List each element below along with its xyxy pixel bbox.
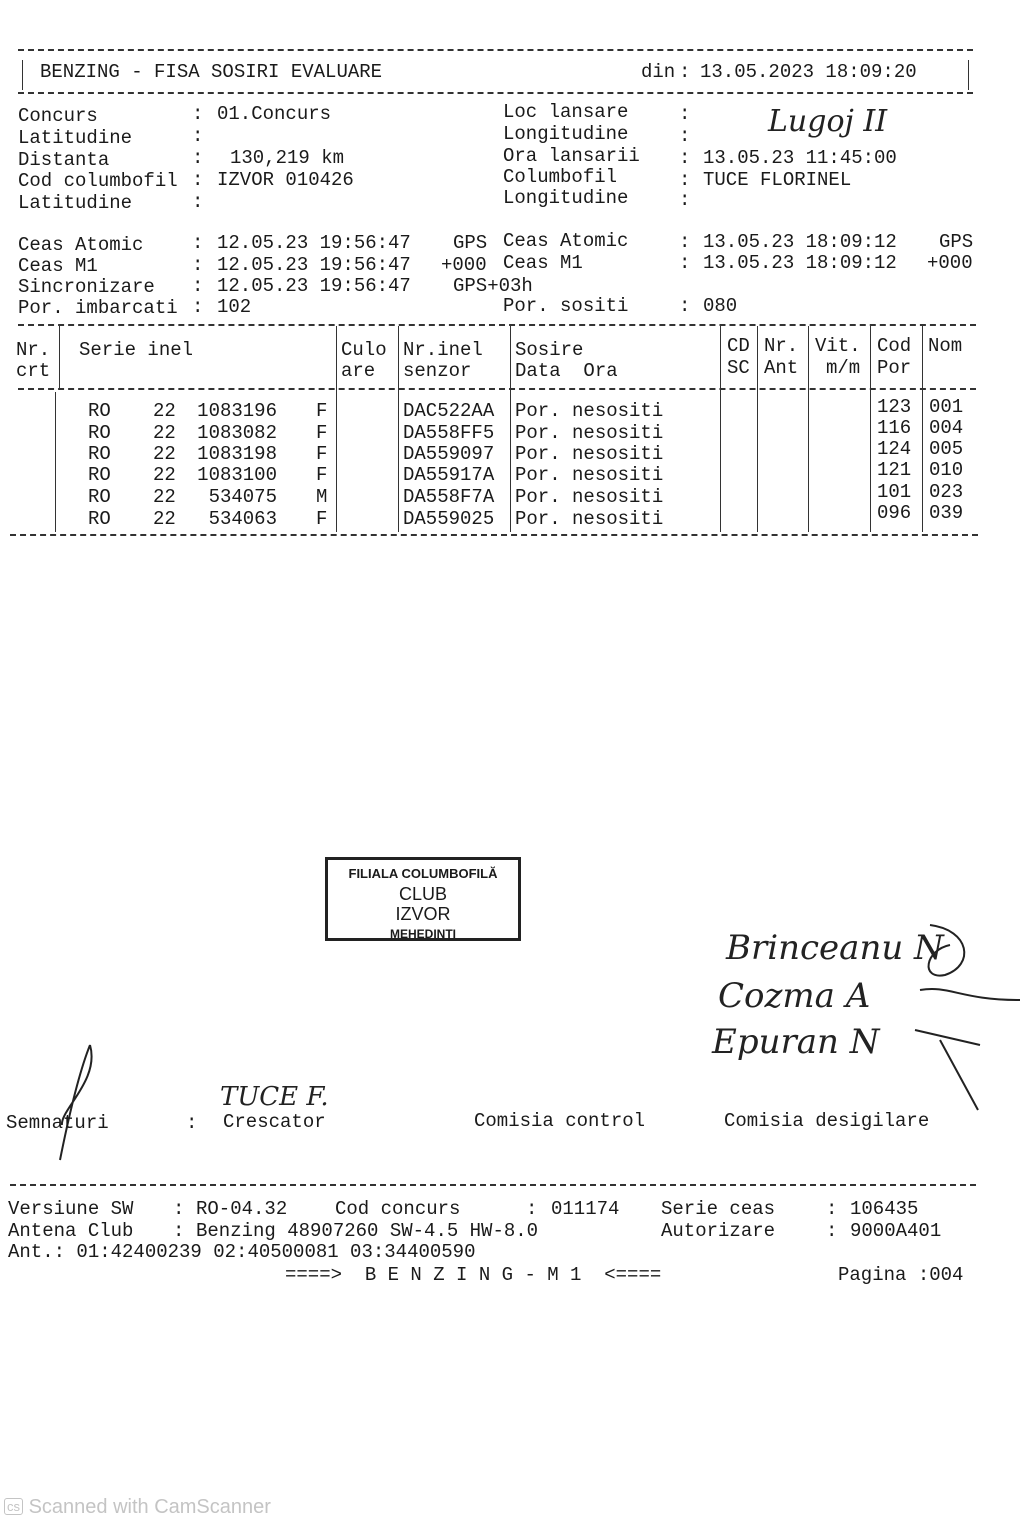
row-sosire: Por. nesositi [515, 422, 664, 444]
columbofil-label: Columbofil [503, 166, 618, 188]
row-sex: F [316, 464, 328, 486]
row-senzor: DA558F7A [403, 486, 495, 508]
th-por: Por [877, 357, 912, 379]
header-date-value: 13.05.2023 18:09:20 [700, 61, 917, 83]
row-sex: F [316, 400, 328, 422]
colon: : [679, 103, 691, 125]
stamp-line2: CLUB [398, 884, 447, 904]
sincronizare-src: GPS+03h [453, 275, 533, 297]
row-senzor: DA559025 [403, 508, 495, 530]
autorizare-label: Autorizare [661, 1220, 776, 1242]
sositi-value: 080 [703, 295, 738, 317]
stamp-line3: IZVOR [395, 904, 451, 924]
serie-ceas-value: 106435 [850, 1198, 919, 1220]
th-are: are [341, 360, 376, 382]
colon: : [173, 1198, 185, 1220]
col-divider [757, 326, 758, 532]
col-divider [336, 326, 337, 532]
row-sosire: Por. nesositi [515, 486, 664, 508]
crescator-label: Crescator [223, 1111, 326, 1133]
row-an: 22 [153, 486, 176, 508]
colon: : [826, 1220, 838, 1242]
serie-ceas-label: Serie ceas [661, 1198, 776, 1220]
antena-codes: Ant.: 01:42400239 02:40500081 03:34400590 [8, 1241, 476, 1263]
concurs-value: 01.Concurs [217, 103, 332, 125]
row-inel: 1083100 [197, 464, 277, 486]
row-sosire: Por. nesositi [515, 443, 664, 465]
row-tara: RO [88, 464, 111, 486]
col-divider [808, 326, 809, 532]
colon: : [679, 252, 691, 274]
ceas-m1-left: 12.05.23 19:56:47 [217, 254, 411, 276]
th-mm: m/m [826, 357, 861, 379]
colon: : [826, 1198, 838, 1220]
th-senzor: senzor [403, 360, 472, 382]
longitudine-label: Longitudine [503, 123, 629, 145]
header-top-rule [18, 49, 973, 51]
ceas-atomic-right: 13.05.23 18:09:12 [703, 231, 897, 253]
row-an: 22 [153, 443, 176, 465]
camscanner-watermark [4, 1496, 271, 1519]
row-cod-por: 123 [877, 396, 912, 418]
row-nom: 004 [929, 417, 964, 439]
brand-line: ====> B E N Z I N G - M 1 <==== [285, 1264, 662, 1286]
ceas-atomic-left: 12.05.23 19:56:47 [217, 232, 411, 254]
antena-value: Benzing 48907260 SW-4.5 HW-8.0 [196, 1220, 539, 1242]
row-nom: 001 [929, 396, 964, 418]
distanta-label: Distanta [18, 149, 110, 171]
stamp-line1: FILIALA COLUMBOFILĂ [348, 866, 498, 881]
ceas-atomic-label: Ceas Atomic [18, 234, 144, 256]
page-number: Pagina :004 [838, 1264, 964, 1286]
document-title: BENZING - FISA SOSIRI EVALUARE [40, 61, 383, 83]
row-sosire: Por. nesositi [515, 464, 664, 486]
loc-lansare-label: Loc lansare [503, 101, 629, 123]
footer-rule [10, 1184, 976, 1186]
header-left-border [22, 60, 23, 90]
latitudine-label: Latitudine [18, 127, 133, 149]
colon: : [679, 189, 691, 211]
table-top-rule [18, 324, 976, 326]
colon: : [679, 295, 691, 317]
row-cod-por: 096 [877, 502, 912, 524]
colon: : [186, 1112, 198, 1134]
desigilare-name-1: Brinceanu N [726, 928, 944, 968]
imbarcati-label: Por. imbarcati [18, 297, 178, 319]
longitudine2-label: Longitudine [503, 187, 629, 209]
th-nrinel: Nr.inel [403, 339, 483, 361]
cod-concurs-value: 011174 [551, 1198, 620, 1220]
colon: : [192, 275, 204, 297]
th-cd: CD [727, 335, 750, 357]
versiune-label: Versiune SW [8, 1198, 134, 1220]
row-inel: 534075 [208, 486, 277, 508]
table-header-rule [18, 388, 976, 390]
row-an: 22 [153, 400, 176, 422]
row-inel: 1083082 [197, 422, 277, 444]
colon: : [192, 191, 204, 213]
th-vit: Vit. [815, 335, 861, 357]
col-divider [398, 326, 399, 532]
colon: : [679, 61, 691, 83]
row-senzor: DA558FF5 [403, 422, 495, 444]
row-an: 22 [153, 508, 176, 530]
colon: : [679, 147, 691, 169]
row-tara: RO [88, 486, 111, 508]
row-sex: F [316, 508, 328, 530]
ceas-atomic-right-src: GPS [939, 231, 974, 253]
imbarcati-value: 102 [217, 296, 252, 318]
colon: : [192, 296, 204, 318]
columbofil-value: TUCE FLORINEL [703, 169, 852, 191]
ceas-m1-right: 13.05.23 18:09:12 [703, 252, 897, 274]
semnaturi-label: Semnaturi [6, 1112, 109, 1134]
stamp-line4: MEHEDINȚI [390, 927, 456, 941]
row-sex: M [316, 486, 328, 508]
row-sosire: Por. nesositi [515, 400, 664, 422]
header-right-border [968, 60, 969, 90]
col-divider [922, 326, 923, 532]
row-inel: 1083196 [197, 400, 277, 422]
colon: : [679, 169, 691, 191]
row-sex: F [316, 422, 328, 444]
header-bottom-rule [18, 92, 973, 94]
th-serie-inel: Serie inel [79, 339, 194, 361]
col-divider [59, 326, 60, 388]
col-divider [55, 392, 56, 532]
cod-columbofil-label: Cod columbofil [18, 170, 178, 192]
ceas-m1-left-src: +000 [441, 254, 487, 276]
concurs-label: Concurs [18, 105, 98, 127]
row-sex: F [316, 443, 328, 465]
th-nr: Nr. [16, 339, 51, 361]
row-senzor: DA55917A [403, 464, 495, 486]
colon: : [526, 1198, 538, 1220]
row-tara: RO [88, 508, 111, 530]
th-nrant: Nr. [764, 335, 799, 357]
colon: : [192, 232, 204, 254]
row-senzor: DA559097 [403, 443, 495, 465]
th-culo: Culo [341, 339, 387, 361]
sincronizare-label: Sincronizare [18, 276, 155, 298]
row-nom: 005 [929, 438, 964, 460]
cod-columbofil-value: IZVOR 010426 [217, 169, 354, 191]
th-sc: SC [727, 357, 750, 379]
row-inel: 534063 [208, 508, 277, 530]
col-divider [720, 326, 721, 532]
table-bottom-rule [10, 534, 978, 536]
crescator-signature: TUCE F. [220, 1082, 329, 1112]
desigilare-name-3: Epuran N [712, 1022, 880, 1062]
row-tara: RO [88, 400, 111, 422]
row-cod-por: 124 [877, 438, 912, 460]
row-inel: 1083198 [197, 443, 277, 465]
th-ant: Ant [764, 357, 799, 379]
ceas-atomic-right-label: Ceas Atomic [503, 230, 629, 252]
ora-lansarii-label: Ora lansarii [503, 145, 640, 167]
ceas-m1-right-label: Ceas M1 [503, 252, 583, 274]
colon: : [173, 1220, 185, 1242]
camscanner-logo-icon: cs [4, 1498, 23, 1515]
colon: : [679, 125, 691, 147]
row-cod-por: 121 [877, 459, 912, 481]
cod-concurs-label: Cod concurs [335, 1198, 461, 1220]
autorizare-value: 9000A401 [850, 1220, 942, 1242]
colon: : [192, 125, 204, 147]
distanta-value: 130,219 km [230, 147, 345, 169]
loc-lansare-handwritten: Lugoj II [768, 104, 888, 139]
versiune-value: RO-04.32 [196, 1198, 288, 1220]
club-stamp [325, 857, 521, 941]
row-nom: 039 [929, 502, 964, 524]
sositi-label: Por. sositi [503, 295, 629, 317]
comisia-control-label: Comisia control [474, 1110, 646, 1132]
row-sosire: Por. nesositi [515, 508, 664, 530]
colon: : [192, 147, 204, 169]
th-nom: Nom [928, 335, 963, 357]
colon: : [192, 169, 204, 191]
row-nom: 010 [929, 459, 964, 481]
camscanner-text: Scanned with CamScanner [28, 1496, 271, 1518]
comisia-desigilare-label: Comisia desigilare [724, 1110, 930, 1132]
row-tara: RO [88, 422, 111, 444]
colon: : [192, 254, 204, 276]
colon: : [679, 231, 691, 253]
row-an: 22 [153, 464, 176, 486]
th-crt: crt [16, 360, 51, 382]
row-cod-por: 116 [877, 417, 912, 439]
colon: : [192, 103, 204, 125]
antena-label: Antena Club [8, 1220, 134, 1242]
sincronizare-value: 12.05.23 19:56:47 [217, 275, 411, 297]
col-divider [870, 326, 871, 532]
th-cod: Cod [877, 335, 912, 357]
ceas-atomic-left-src: GPS [453, 232, 488, 254]
latitudine2-label: Latitudine [18, 192, 133, 214]
row-nom: 023 [929, 481, 964, 503]
th-data-ora: Data Ora [515, 360, 618, 382]
header-date-label: din [641, 61, 676, 83]
ceas-m1-right-src: +000 [927, 252, 973, 274]
col-divider [510, 326, 511, 532]
ceas-m1-label: Ceas M1 [18, 255, 98, 277]
row-tara: RO [88, 443, 111, 465]
th-sosire: Sosire [515, 339, 584, 361]
desigilare-name-2: Cozma A [718, 976, 871, 1016]
ora-lansarii-value: 13.05.23 11:45:00 [703, 147, 897, 169]
row-an: 22 [153, 422, 176, 444]
row-cod-por: 101 [877, 481, 912, 503]
row-senzor: DAC522AA [403, 400, 495, 422]
